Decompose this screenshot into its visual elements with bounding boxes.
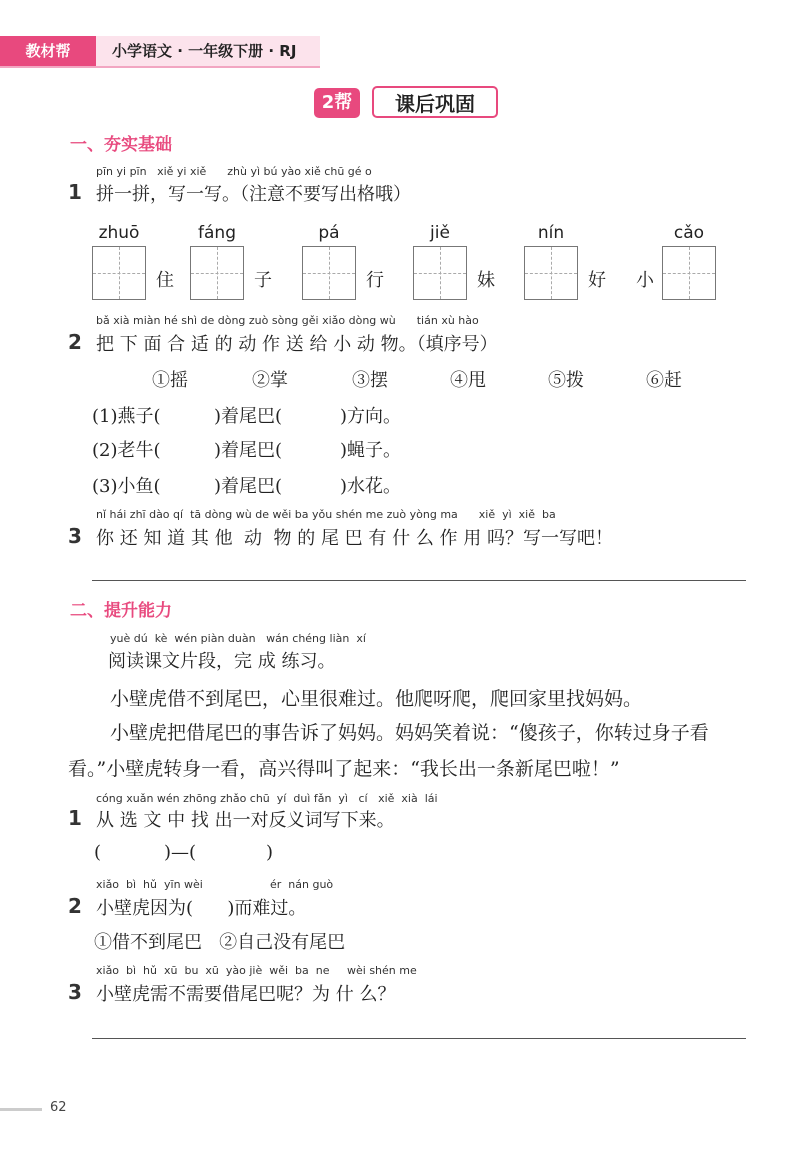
q3-answer-line[interactable] xyxy=(92,580,746,581)
q3-pinyin: nǐ hái zhī dào qí tā dòng wù de wěi ba yǒu shén me zuò yòng ma xiě yì xiě ba xyxy=(96,508,556,521)
q2-row-2-b[interactable]: )着尾巴( xyxy=(214,440,283,461)
p2q3-number: 3 xyxy=(68,980,82,1004)
brand-tag: 教材帮 xyxy=(0,36,96,66)
part2-heading: 二、提升能力 xyxy=(70,601,172,621)
p2q2-options: ①借不到尾巴 ②自己没有尾巴 xyxy=(94,932,346,953)
p2q2-pinyin-a: xiǎo bì hǔ yīn wèi xyxy=(96,878,203,891)
q1-pinyin-3: pá xyxy=(318,223,340,243)
part2-intro: 阅读课文片段，完 成 练习。 xyxy=(108,651,336,672)
p2q2-pinyin-b: ér nán guò xyxy=(270,878,334,891)
q1-writing-grid-4[interactable] xyxy=(413,246,467,300)
q1-char-1: 住 xyxy=(156,270,174,291)
p2q1-answer-close: ) xyxy=(266,842,274,863)
q2-row-1-b[interactable]: )着尾巴( xyxy=(214,406,283,427)
q1-pinyin-4: jiě xyxy=(430,223,450,243)
q2-pinyin: bǎ xià miàn hé shì de dòng zuò sòng gěi xiǎo dòng wù tián xù hào xyxy=(96,314,479,327)
q2-option-4: ④甩 xyxy=(450,370,486,391)
q1-writing-grid-2[interactable] xyxy=(190,246,244,300)
q1-char-2: 子 xyxy=(254,270,272,291)
p2q1-text: 从 选 文 中 找 出一对反义词写下来。 xyxy=(96,810,395,831)
q1-pinyin-5: nín xyxy=(537,223,565,243)
q1-pinyin: pīn yi pīn xiě yi xiě zhù yì bú yào xiě chū gé o xyxy=(96,165,372,178)
p2q3-answer-line[interactable] xyxy=(92,1038,746,1039)
q2-row-3-a: (3)小鱼( xyxy=(92,476,161,497)
q2-row-1-c: )方向。 xyxy=(340,406,402,427)
p2q1-answer-open[interactable]: ( xyxy=(94,842,102,863)
q2-option-5: ⑤拨 xyxy=(548,370,584,391)
q1-number: 1 xyxy=(68,180,82,204)
q3-text: 你 还 知 道 其 他 动 物 的 尾 巴 有 什 么 作 用 吗？写一写吧！ xyxy=(96,528,613,549)
q1-pinyin-1: zhuō xyxy=(98,223,140,243)
passage-para-2-line-2: 看。”小壁虎转身一看，高兴得叫了起来：“我长出一条新尾巴啦！” xyxy=(68,758,620,780)
page-number: 62 xyxy=(50,1100,67,1115)
q1-writing-grid-5[interactable] xyxy=(524,246,578,300)
q2-option-6: ⑥赶 xyxy=(646,370,682,391)
q2-row-1-a: (1)燕子( xyxy=(92,406,161,427)
passage-para-1: 小壁虎借不到尾巴，心里很难过。他爬呀爬，爬回家里找妈妈。 xyxy=(110,688,643,710)
section-number-badge: 2帮 xyxy=(314,88,360,118)
q2-option-1: ①摇 xyxy=(152,370,188,391)
p2q1-pinyin: cóng xuǎn wén zhōng zhǎo chū yí duì fǎn yì cí xiě xià lái xyxy=(96,792,438,805)
p2q3-text: 小壁虎需不需要借尾巴呢？为 什 么？ xyxy=(96,984,396,1005)
q3-number: 3 xyxy=(68,524,82,548)
part1-heading: 一、夯实基础 xyxy=(70,135,172,155)
q1-text: 拼一拼，写一写。（注意不要写出格哦） xyxy=(96,184,411,205)
q1-writing-grid-1[interactable] xyxy=(92,246,146,300)
q2-option-2: ②掌 xyxy=(252,370,288,391)
p2q2-number: 2 xyxy=(68,894,82,918)
q2-number: 2 xyxy=(68,330,82,354)
page-number-rule xyxy=(0,1108,42,1111)
p2q2-text[interactable]: 小壁虎因为( )而难过。 xyxy=(96,898,307,919)
q1-char-5: 好 xyxy=(588,270,606,291)
passage-para-2-line-1: 小壁虎把借尾巴的事告诉了妈妈。妈妈笑着说：“傻孩子，你转过身子看 xyxy=(110,722,709,744)
q2-row-2-c: )蝇子。 xyxy=(340,440,402,461)
q1-char-3: 行 xyxy=(366,270,384,291)
p2q1-number: 1 xyxy=(68,806,82,830)
q2-option-3: ③摆 xyxy=(352,370,388,391)
q1-pinyin-6: cǎo xyxy=(673,223,705,243)
part2-intro-pinyin: yuè dú kè wén piàn duàn wán chéng liàn xí xyxy=(110,632,366,645)
q1-char-6: 小 xyxy=(636,270,654,291)
book-title: 小学语文 · 一年级下册 · RJ xyxy=(112,42,297,60)
q2-row-3-c: )水花。 xyxy=(340,476,402,497)
section-title: 课后巩固 xyxy=(372,86,498,118)
q1-char-4: 妹 xyxy=(477,270,495,291)
q2-text: 把 下 面 合 适 的 动 作 送 给 小 动 物。（填序号） xyxy=(96,334,498,355)
q1-pinyin-2: fáng xyxy=(198,223,236,243)
q1-writing-grid-3[interactable] xyxy=(302,246,356,300)
q1-writing-grid-6[interactable] xyxy=(662,246,716,300)
q2-row-3-b[interactable]: )着尾巴( xyxy=(214,476,283,497)
p2q1-answer-dash[interactable]: )—( xyxy=(164,842,197,863)
q2-row-2-a: (2)老牛( xyxy=(92,440,161,461)
p2q3-pinyin: xiǎo bì hǔ xū bu xū yào jiè wěi ba ne wèi shén me xyxy=(96,964,417,977)
